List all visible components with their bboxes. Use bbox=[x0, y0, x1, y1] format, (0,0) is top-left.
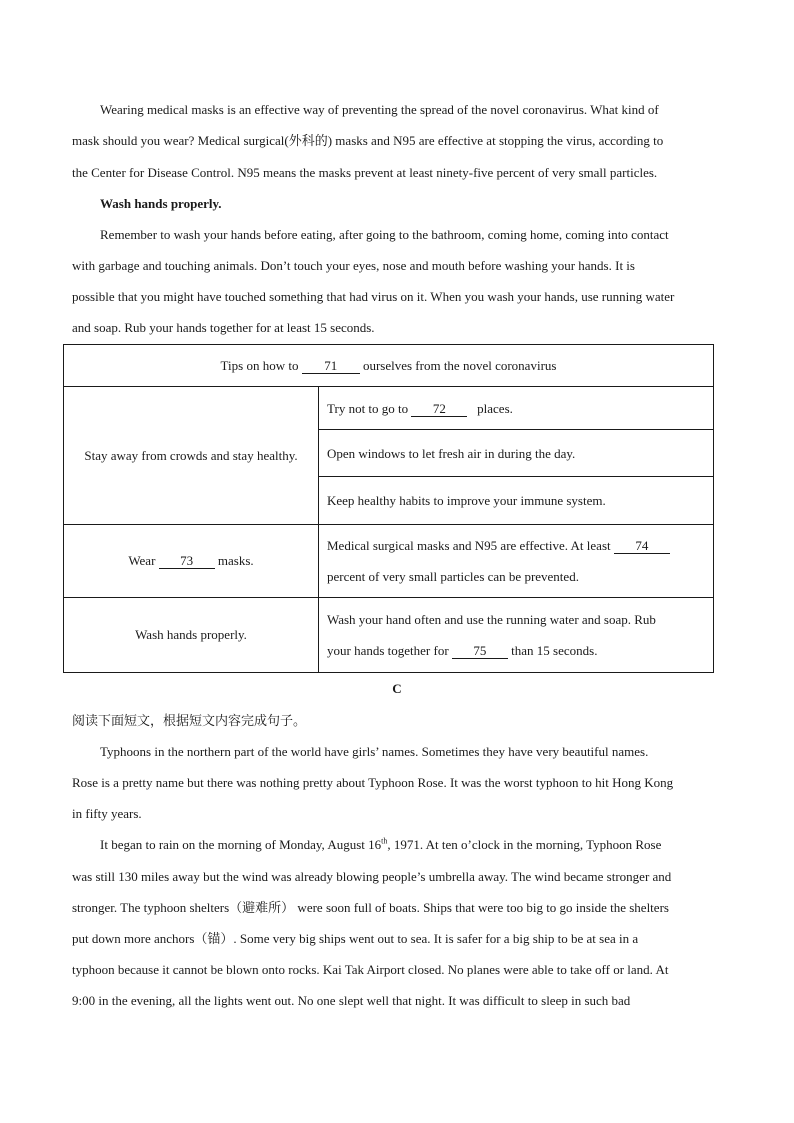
passage-b-p1-line-3: the Center for Disease Control. N95 means the masks prevent at least ninety-five percent of very small particles. bbox=[72, 165, 658, 180]
passage-b-p2-line-4: and soap. Rub your hands together for at least 15 seconds. bbox=[72, 320, 375, 335]
heading-wash-hands: Wash hands properly. bbox=[100, 196, 222, 211]
section-c-p1-line-1: Typhoons in the northern part of the world have girls’ names. Sometimes they have very beautiful names. bbox=[100, 744, 649, 759]
table-row bbox=[64, 598, 714, 673]
row3-right-line1: Wash your hand often and use the running water and soap. Rub bbox=[327, 612, 656, 627]
row2-left-cell bbox=[64, 525, 319, 598]
row1-tip3-cell: Keep healthy habits to improve your immune system. bbox=[319, 477, 714, 525]
passage-b-p1-line-1: Wearing medical masks is an effective way of preventing the spread of the novel coronavirus. What kind of bbox=[100, 102, 659, 117]
blank-75[interactable]: 75 bbox=[452, 644, 508, 659]
passage-b-p2-line-3: possible that you might have touched something that had virus on it. When you wash your hands, use running water bbox=[72, 289, 675, 304]
section-c-p2-line-2: was still 130 miles away but the wind was already blowing people’s umbrella away. The wind became stronger and bbox=[72, 869, 672, 884]
header-text-before: Tips on how to bbox=[220, 357, 302, 373]
table-row bbox=[64, 387, 714, 430]
section-c-p2-line-4: put down more anchors（锚）. Some very big ships went out to sea. It is safer for a big ship to be at sea in a bbox=[72, 931, 639, 946]
header-text-after: ourselves from the novel coronavirus bbox=[359, 357, 557, 373]
row3-right-line2-before: your hands together for bbox=[327, 643, 452, 658]
blank-71[interactable]: 71 bbox=[302, 359, 360, 374]
row2-right-line2: percent of very small particles can be prevented. bbox=[327, 569, 579, 584]
passage-b-p2-line-1: Remember to wash your hands before eating, after going to the bathroom, coming home, coming into contact bbox=[100, 227, 669, 242]
row1-tip1-cell bbox=[319, 387, 714, 430]
passage-b-p2-line-2: with garbage and touching animals. Don’t touch your eyes, nose and mouth before washing your hands. It is bbox=[72, 258, 635, 273]
section-c-instruction: 阅读下面短文，根据短文内容完成句子。 bbox=[72, 713, 307, 728]
blank-72[interactable]: 72 bbox=[411, 402, 467, 417]
row3-right-line2-after: than 15 seconds. bbox=[507, 643, 598, 658]
row1-left-cell: Stay away from crowds and stay healthy. bbox=[64, 387, 319, 525]
wear-after: masks. bbox=[214, 553, 254, 568]
wear-before: Wear bbox=[128, 553, 159, 568]
row3-left-cell: Wash hands properly. bbox=[64, 598, 319, 673]
p2-line1-sup: th bbox=[381, 836, 388, 846]
table-header-cell bbox=[64, 345, 714, 387]
blank-74[interactable]: 74 bbox=[614, 539, 670, 554]
blank-73[interactable]: 73 bbox=[159, 554, 215, 569]
p2-line1-before: It began to rain on the morning of Monday, August 16 bbox=[100, 837, 382, 852]
section-c-p2-line-5: typhoon because it cannot be blown onto rocks. Kai Tak Airport closed. No planes were able to take off or land. At bbox=[72, 962, 669, 977]
row2-right-line1: Medical surgical masks and N95 are effective. At least bbox=[327, 538, 614, 553]
section-c-p2-line-1 bbox=[100, 837, 661, 853]
tip1-after: places. bbox=[467, 400, 513, 416]
table-header-row bbox=[64, 345, 714, 387]
section-c-p2-line-6: 9:00 in the evening, all the lights went out. No one slept well that night. It was difficult to sleep in such bad bbox=[72, 993, 631, 1008]
row3-right-cell bbox=[319, 598, 714, 673]
row1-tip2-cell: Open windows to let fresh air in during the day. bbox=[319, 430, 714, 477]
row2-right-cell bbox=[319, 525, 714, 598]
section-c-p1-line-2: Rose is a pretty name but there was nothing pretty about Typhoon Rose. It was the worst typhoon to hit Hong Kong bbox=[72, 775, 674, 790]
section-c-p1-line-3: in fifty years. bbox=[72, 806, 142, 821]
p2-line1-after: , 1971. At ten o’clock in the morning, Typhoon Rose bbox=[387, 837, 662, 852]
passage-b-p1-line-2: mask should you wear? Medical surgical(外科的) masks and N95 are effective at stopping the virus, according to bbox=[72, 133, 664, 148]
tip1-before: Try not to go to bbox=[327, 400, 412, 416]
tips-table bbox=[63, 344, 714, 673]
section-c-letter: C bbox=[392, 681, 402, 696]
table-row bbox=[64, 525, 714, 598]
section-c-p2-line-3: stronger. The typhoon shelters（避难所） were soon full of boats. Ships that were too big to go inside the shelters bbox=[72, 900, 669, 915]
